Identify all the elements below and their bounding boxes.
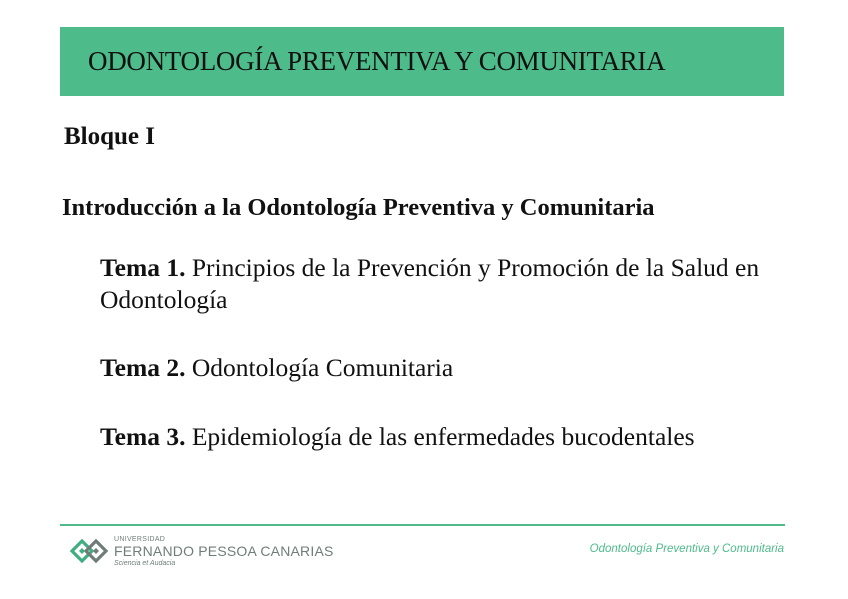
intro-heading: Introducción a la Odontología Preventiva y Comunitaria [62,194,655,221]
topic-item [100,252,760,316]
footer-divider [60,524,785,526]
title-banner [60,27,784,96]
block-heading: Bloque I [64,123,156,150]
logo-line-university: UNIVERSIDAD [114,535,166,543]
topic-text: Principios de la Prevención y Promoción de la Salud en Odontología [100,253,760,314]
topic-label: Tema 1. [100,253,186,282]
topic-label: Tema 3. [100,422,186,451]
topic-text: Odontología Comunitaria [185,353,454,382]
logo-line-motto: Sciencia et Audacia [114,559,176,567]
slide-title: ODONTOLOGÍA PREVENTIVA Y COMUNITARIA [88,46,666,76]
topic-item [100,352,760,384]
diamond-lattice-logo-icon [68,534,110,568]
topic-label: Tema 2. [100,353,186,382]
logo-wordmark [114,536,334,567]
topic-item [100,421,760,453]
university-logo [68,534,334,568]
footer-caption: Odontología Preventiva y Comunitaria [589,543,784,555]
logo-line-name: FERNANDO PESSOA CANARIAS [114,542,334,559]
topic-text: Epidemiología de las enfermedades bucodentales [185,422,695,451]
